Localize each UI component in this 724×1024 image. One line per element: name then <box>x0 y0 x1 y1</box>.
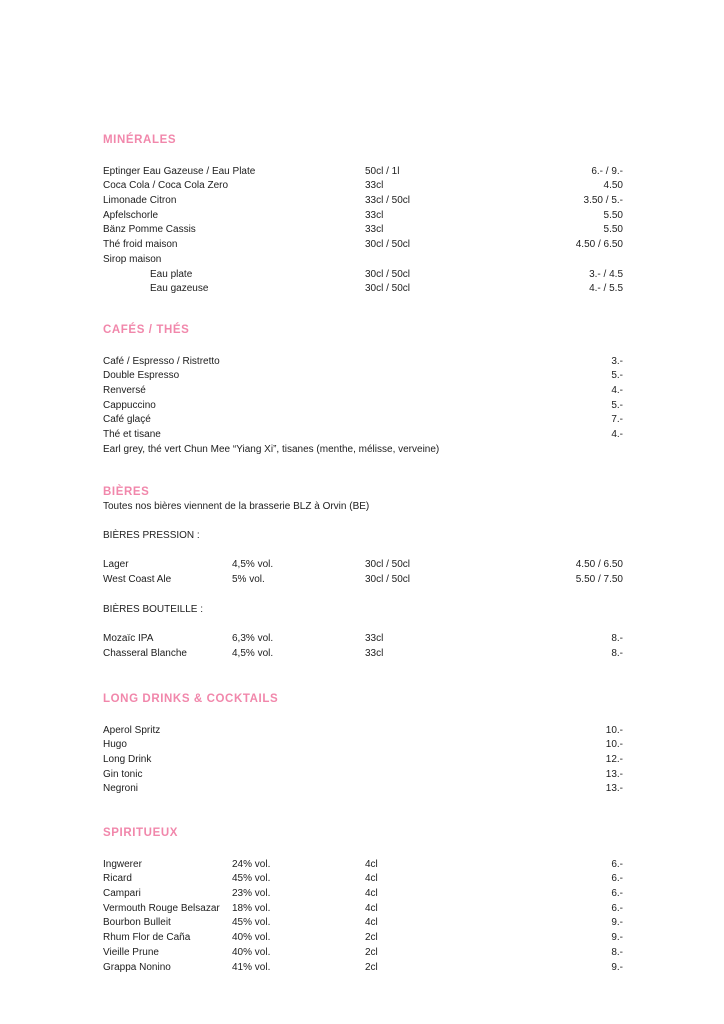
item-size: 30cl / 50cl <box>365 574 411 586</box>
menu-row <box>103 223 623 238</box>
item-name: Campari <box>103 888 141 900</box>
item-name: Aperol Spritz <box>103 724 161 736</box>
menu-section <box>103 692 623 797</box>
menu-section <box>103 323 623 458</box>
item-abv: 45% vol. <box>232 917 271 929</box>
item-name: Apfelschorle <box>103 209 159 221</box>
menu-section <box>103 826 623 975</box>
item-price: 5.50 / 7.50 <box>575 574 623 586</box>
item-price: 4.- <box>611 385 623 397</box>
menu-section <box>103 485 623 661</box>
item-price: 8.- <box>611 647 623 659</box>
item-price: 4.- <box>611 429 623 441</box>
menu-row <box>103 738 623 753</box>
menu-row <box>103 782 623 797</box>
menu-row <box>103 946 623 961</box>
section-title: LONG DRINKS & COCKTAILS <box>103 693 279 705</box>
item-name: Limonade Citron <box>103 195 177 207</box>
menu-row <box>103 238 623 253</box>
menu-row <box>103 399 623 414</box>
item-abv: 24% vol. <box>232 858 271 870</box>
item-abv: 4,5% vol. <box>232 559 274 571</box>
item-name: Ingwerer <box>103 858 142 870</box>
menu-row <box>103 858 623 873</box>
menu-row <box>103 179 623 194</box>
item-name: Cappuccino <box>103 399 156 411</box>
item-price: 5.- <box>611 370 623 382</box>
item-size: 4cl <box>365 888 378 900</box>
item-name: Lager <box>103 559 129 571</box>
item-name: Coca Cola / Coca Cola Zero <box>103 180 229 192</box>
item-name: Eau gazeuse <box>150 283 209 295</box>
item-size: 33cl <box>365 180 384 192</box>
section-title: CAFÉS / THÉS <box>103 324 190 336</box>
item-name: Earl grey, thé vert Chun Mee “Yiang Xi”, tisanes (menthe, mélisse, verveine) <box>103 443 440 455</box>
section-title: MINÉRALES <box>103 134 177 146</box>
item-size: 33cl / 50cl <box>365 195 411 207</box>
item-abv: 40% vol. <box>232 946 271 958</box>
item-abv: 6,3% vol. <box>232 632 274 644</box>
section-note: Toutes nos bières viennent de la brasserie BLZ à Orvin (BE) <box>103 500 370 512</box>
item-name: Negroni <box>103 783 139 795</box>
item-name: Gin tonic <box>103 768 143 780</box>
item-abv: 4,5% vol. <box>232 647 274 659</box>
item-size: 2cl <box>365 961 378 973</box>
item-size: 4cl <box>365 917 378 929</box>
item-name: Long Drink <box>103 754 152 766</box>
item-abv: 41% vol. <box>232 961 271 973</box>
menu-row <box>103 768 623 783</box>
item-price: 5.50 <box>603 224 623 236</box>
item-price: 5.50 <box>603 209 623 221</box>
item-price: 4.50 / 6.50 <box>575 239 623 251</box>
item-abv: 45% vol. <box>232 873 271 885</box>
item-name: Chasseral Blanche <box>103 647 187 659</box>
item-abv: 18% vol. <box>232 902 271 914</box>
item-name: Café glaçé <box>103 414 151 426</box>
menu-row <box>103 369 623 384</box>
menu-row <box>103 558 623 573</box>
item-price: 13.- <box>605 768 623 780</box>
item-size: 4cl <box>365 902 378 914</box>
menu-row <box>103 268 623 283</box>
menu-row <box>103 165 623 180</box>
item-name: Bänz Pomme Cassis <box>103 224 196 236</box>
item-name: Ricard <box>103 873 132 885</box>
menu-row <box>103 384 623 399</box>
item-price: 7.- <box>611 414 623 426</box>
item-name: Mozaïc IPA <box>103 632 154 644</box>
group-label: BIÈRES BOUTEILLE : <box>103 603 204 615</box>
item-price: 12.- <box>605 754 623 766</box>
item-name: Eptinger Eau Gazeuse / Eau Plate <box>103 165 256 177</box>
menu-row <box>103 753 623 768</box>
item-name: Thé froid maison <box>103 239 178 251</box>
item-name: Eau plate <box>150 268 193 280</box>
menu-row <box>103 902 623 917</box>
group-label: BIÈRES PRESSION : <box>103 530 200 542</box>
menu-row <box>103 961 623 976</box>
item-price: 13.- <box>605 783 623 795</box>
menu-row <box>103 872 623 887</box>
menu-row <box>103 413 623 428</box>
item-name: Thé et tisane <box>103 429 161 441</box>
item-name: Café / Espresso / Ristretto <box>103 355 220 367</box>
item-size: 2cl <box>365 946 378 958</box>
item-price: 6.- <box>611 873 623 885</box>
item-name: Vermouth Rouge Belsazar <box>103 902 220 914</box>
item-price: 3.- / 4.5 <box>589 268 623 280</box>
menu-row <box>103 253 623 268</box>
item-price: 4.- / 5.5 <box>589 283 623 295</box>
item-price: 9.- <box>611 917 623 929</box>
item-price: 8.- <box>611 632 623 644</box>
item-size: 33cl <box>365 647 384 659</box>
menu-row <box>103 282 623 297</box>
item-name: Vieille Prune <box>103 946 159 958</box>
item-name: Grappa Nonino <box>103 961 171 973</box>
item-price: 4.50 <box>603 180 623 192</box>
item-price: 9.- <box>611 932 623 944</box>
item-price: 10.- <box>605 739 623 751</box>
menu-row <box>103 355 623 370</box>
item-price: 4.50 / 6.50 <box>575 559 623 571</box>
item-size: 4cl <box>365 873 378 885</box>
menu-row <box>103 209 623 224</box>
item-size: 30cl / 50cl <box>365 283 411 295</box>
item-price: 9.- <box>611 961 623 973</box>
item-name: Double Espresso <box>103 370 180 382</box>
section-title: BIÈRES <box>103 486 150 498</box>
menu-row <box>103 573 623 588</box>
item-size: 33cl <box>365 209 384 221</box>
item-size: 30cl / 50cl <box>365 559 411 571</box>
item-name: Renversé <box>103 385 146 397</box>
item-abv: 5% vol. <box>232 574 265 586</box>
menu-row <box>103 428 623 443</box>
item-price: 5.- <box>611 399 623 411</box>
item-abv: 40% vol. <box>232 932 271 944</box>
item-name: Rhum Flor de Caña <box>103 932 191 944</box>
menu-row <box>103 887 623 902</box>
menu-row <box>103 194 623 209</box>
menu-row <box>103 443 623 458</box>
item-name: Hugo <box>103 739 127 751</box>
item-price: 3.- <box>611 355 623 367</box>
menu-row <box>103 916 623 931</box>
menu-row <box>103 647 623 662</box>
menu-row <box>103 931 623 946</box>
item-price: 6.- / 9.- <box>591 165 623 177</box>
section-title: SPIRITUEUX <box>103 827 179 839</box>
item-size: 33cl <box>365 224 384 236</box>
item-price: 3.50 / 5.- <box>583 195 623 207</box>
item-abv: 23% vol. <box>232 888 271 900</box>
item-size: 50cl / 1l <box>365 165 400 177</box>
item-price: 10.- <box>605 724 623 736</box>
item-price: 6.- <box>611 888 623 900</box>
item-name: Sirop maison <box>103 253 162 265</box>
item-size: 2cl <box>365 932 378 944</box>
item-price: 8.- <box>611 946 623 958</box>
item-price: 6.- <box>611 902 623 914</box>
menu-section <box>103 133 623 297</box>
menu-row <box>103 724 623 739</box>
item-price: 6.- <box>611 858 623 870</box>
item-name: West Coast Ale <box>103 574 172 586</box>
item-size: 30cl / 50cl <box>365 268 411 280</box>
menu-row <box>103 632 623 647</box>
item-size: 33cl <box>365 632 384 644</box>
item-name: Bourbon Bulleit <box>103 917 171 929</box>
item-size: 4cl <box>365 858 378 870</box>
item-size: 30cl / 50cl <box>365 239 411 251</box>
